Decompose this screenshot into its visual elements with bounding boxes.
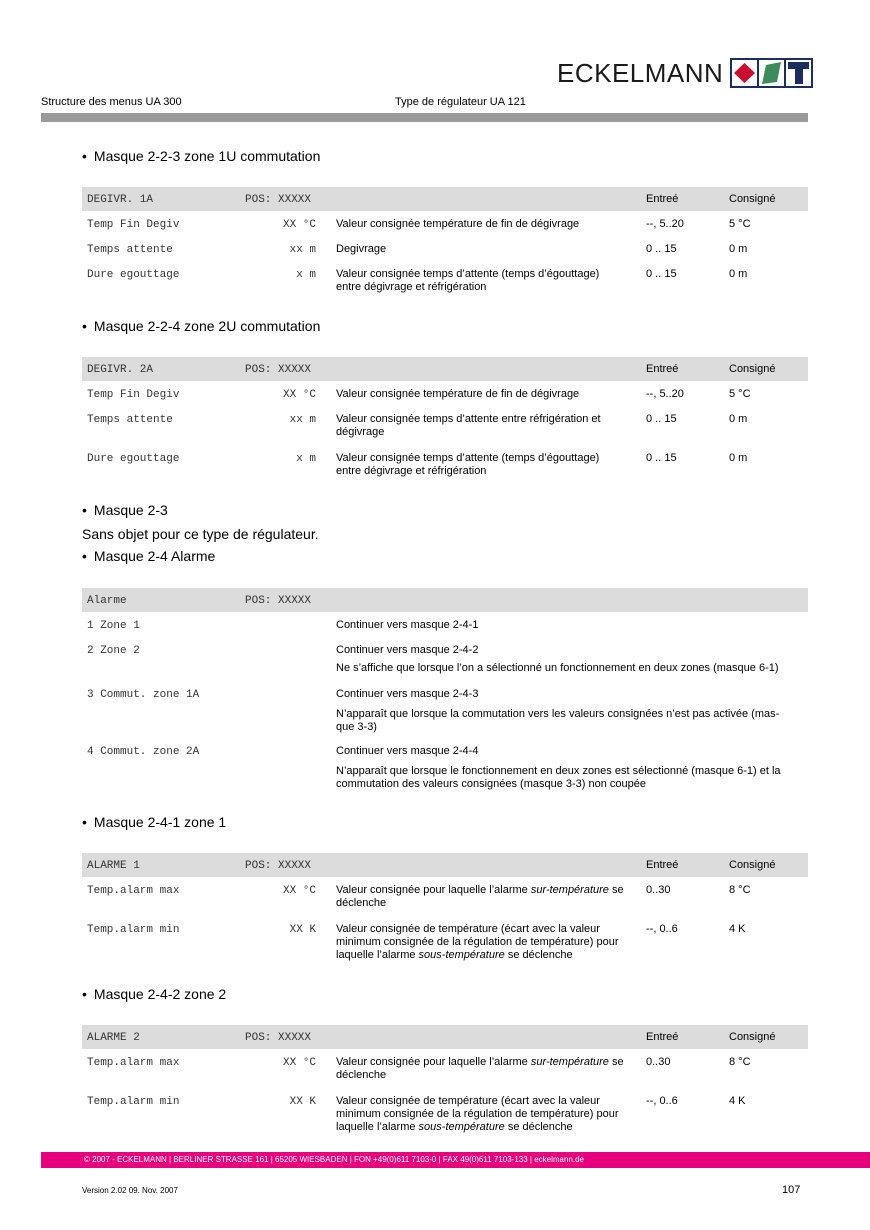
param-range: 0..30 xyxy=(646,884,671,896)
param-description: Degivrage xyxy=(336,243,387,255)
bullet: • xyxy=(82,148,87,164)
param-name: Temp.alarm max xyxy=(87,885,180,897)
bullet: • xyxy=(82,318,87,334)
param-name: Temps attente xyxy=(87,244,173,256)
param-value: xx m xyxy=(289,244,316,256)
menu-entry-note: que 3-3) xyxy=(336,721,377,733)
page-number: 107 xyxy=(782,1184,801,1196)
param-range: --, 5..20 xyxy=(646,388,684,400)
param-description: entre dégivrage et réfrigération xyxy=(336,465,487,477)
body-text: Sans objet pour ce type de régulateur. xyxy=(82,526,319,542)
param-description: Valeur consignée température de fin de dégivrage xyxy=(336,218,580,230)
param-description: Valeur consignée de température (écart avec la valeur xyxy=(336,1095,600,1107)
param-range: --, 5..20 xyxy=(646,218,684,230)
table-header xyxy=(82,357,808,381)
mask-pos: POS: XXXXX xyxy=(245,595,312,607)
param-name: Temp Fin Degiv xyxy=(87,389,180,401)
section-title: Masque 2-4-1 zone 1 xyxy=(93,814,227,830)
param-description: Valeur consignée pour laquelle l’alarme sur-température se xyxy=(336,1056,624,1068)
table-header xyxy=(82,1025,808,1049)
bullet: • xyxy=(82,502,87,518)
param-value: XX K xyxy=(289,1096,316,1108)
mask-pos: POS: XXXXX xyxy=(245,1032,312,1044)
param-range: 0 .. 15 xyxy=(646,243,677,255)
param-default: 4 K xyxy=(729,923,746,935)
section-title: Masque 2-2-3 zone 1U commutation xyxy=(93,148,321,164)
column-entree: Entreé xyxy=(646,859,679,871)
section-heading xyxy=(82,148,320,164)
param-value: xx m xyxy=(289,414,316,426)
menu-entry-name: 2 Zone 2 xyxy=(87,645,140,657)
param-default: 0 m xyxy=(729,243,748,255)
section-heading xyxy=(82,548,215,564)
param-range: 0 .. 15 xyxy=(646,413,677,425)
mask-name: DEGIVR. 1A xyxy=(87,194,154,206)
param-description: minimum consignée de la régulation de température) pour xyxy=(336,1108,619,1120)
param-name: Dure egouttage xyxy=(87,453,180,465)
param-default: 0 m xyxy=(729,268,748,280)
mask-pos: POS: XXXXX xyxy=(245,194,312,206)
param-description: Valeur consignée pour laquelle l’alarme sur-température se xyxy=(336,884,624,896)
eckelmann-logo-mark-icon xyxy=(730,58,813,88)
bullet: • xyxy=(82,986,87,1002)
column-entree: Entreé xyxy=(646,193,679,205)
param-default: 8 °C xyxy=(729,884,751,896)
param-value: XX K xyxy=(289,924,316,936)
param-description: Valeur consignée température de fin de dégivrage xyxy=(336,388,580,400)
footer-version: Version 2.02 09. Nov. 2007 xyxy=(82,1186,178,1195)
menu-entry-note: commutation des valeurs consignées (masque 3-3) non coupée xyxy=(336,778,647,790)
param-default: 0 m xyxy=(729,452,748,464)
column-consigne: Consigné xyxy=(729,363,776,375)
param-range: 0..30 xyxy=(646,1056,671,1068)
mask-name: Alarme xyxy=(87,595,127,607)
section-title: Masque 2-3 xyxy=(93,502,168,518)
section-heading xyxy=(82,318,320,334)
column-consigne: Consigné xyxy=(729,1031,776,1043)
param-name: Temp.alarm min xyxy=(87,1096,180,1108)
menu-entry-target: Continuer vers masque 2-4-1 xyxy=(336,619,479,631)
param-default: 8 °C xyxy=(729,1056,751,1068)
footer-contact-text: © 2007 - ECKELMANN | BERLINER STRASSE 161 | 65205 WIESBADEN | FON +49(0)611 7103-0 | FAX 49(0)611 7103-133 | eckelmann.de xyxy=(84,1155,585,1164)
param-value: x m xyxy=(296,453,316,465)
column-entree: Entreé xyxy=(646,1031,679,1043)
param-range: --, 0..6 xyxy=(646,923,678,935)
param-value: XX °C xyxy=(282,389,316,401)
header-section-title: Type de régulateur UA 121 xyxy=(395,96,526,108)
param-description: laquelle l’alarme sous-température se déclenche xyxy=(336,1121,573,1133)
mask-name: DEGIVR. 2A xyxy=(87,364,154,376)
section-heading xyxy=(82,986,226,1002)
param-name: Dure egouttage xyxy=(87,269,180,281)
menu-entry-note: N’apparaît que lorsque le fonctionnement en deux zones est sélectionné (masque 6-1) et la xyxy=(336,765,781,777)
param-description: déclenche xyxy=(336,897,387,909)
param-name: Temp.alarm min xyxy=(87,924,180,936)
menu-entry-name: 4 Commut. zone 2A xyxy=(87,746,200,758)
section-title: Masque 2-2-4 zone 2U commutation xyxy=(93,318,321,334)
param-name: Temps attente xyxy=(87,414,173,426)
param-range: --, 0..6 xyxy=(646,1095,678,1107)
param-range: 0 .. 15 xyxy=(646,268,677,280)
param-range: 0 .. 15 xyxy=(646,452,677,464)
mask-name: ALARME 1 xyxy=(87,860,140,872)
bullet: • xyxy=(82,548,87,564)
param-value: x m xyxy=(296,269,316,281)
column-entree: Entreé xyxy=(646,363,679,375)
param-description: déclenche xyxy=(336,1069,387,1081)
logo-text: ECKELMANN xyxy=(557,58,724,88)
menu-entry-name: 1 Zone 1 xyxy=(87,620,140,632)
section-heading xyxy=(82,502,168,518)
param-description: Valeur consignée temps d’attente entre réfrigération et xyxy=(336,413,601,425)
eckelmann-logo xyxy=(557,58,813,88)
header-doc-title: Structure des menus UA 300 xyxy=(41,96,182,108)
header-rule xyxy=(41,113,808,122)
column-consigne: Consigné xyxy=(729,193,776,205)
param-default: 0 m xyxy=(729,413,748,425)
menu-entry-note: Ne s’affiche que lorsque l’on a sélectionné un fonctionnement en deux zones (masque 6-1) xyxy=(336,662,779,674)
param-value: XX °C xyxy=(282,1057,316,1069)
section-title: Masque 2-4 Alarme xyxy=(93,548,216,564)
param-description: Valeur consignée temps d’attente (temps d’égouttage) xyxy=(336,268,600,280)
mask-name: ALARME 2 xyxy=(87,1032,140,1044)
menu-entry-note: N’apparaît que lorsque la commutation vers les valeurs consignées n’est pas activée (mas- xyxy=(336,708,780,720)
param-default: 5 °C xyxy=(729,388,751,400)
menu-entry-target: Continuer vers masque 2-4-2 xyxy=(336,644,479,656)
param-name: Temp Fin Degiv xyxy=(87,219,180,231)
bullet: • xyxy=(82,814,87,830)
table-header xyxy=(82,853,808,877)
section-title: Masque 2-4-2 zone 2 xyxy=(93,986,227,1002)
mask-pos: POS: XXXXX xyxy=(245,364,312,376)
param-description: Valeur consignée de température (écart avec la valeur xyxy=(336,923,600,935)
menu-entry-name: 3 Commut. zone 1A xyxy=(87,689,200,701)
param-value: XX °C xyxy=(282,885,316,897)
table-header xyxy=(82,187,808,211)
column-consigne: Consigné xyxy=(729,859,776,871)
menu-entry-target: Continuer vers masque 2-4-3 xyxy=(336,688,479,700)
param-description: Valeur consignée temps d’attente (temps d’égouttage) xyxy=(336,452,600,464)
param-description: dégivrage xyxy=(336,426,385,438)
param-description: laquelle l’alarme sous-température se déclenche xyxy=(336,949,573,961)
param-value: XX °C xyxy=(282,219,316,231)
section-heading xyxy=(82,814,226,830)
param-name: Temp.alarm max xyxy=(87,1057,180,1069)
table-header xyxy=(82,588,808,612)
param-description: minimum consignée de la régulation de température) pour xyxy=(336,936,619,948)
param-description: entre dégivrage et réfrigération xyxy=(336,281,487,293)
param-default: 4 K xyxy=(729,1095,746,1107)
param-default: 5 °C xyxy=(729,218,751,230)
footer-contact-bar xyxy=(41,1152,870,1168)
mask-pos: POS: XXXXX xyxy=(245,860,312,872)
menu-entry-target: Continuer vers masque 2-4-4 xyxy=(336,745,479,757)
